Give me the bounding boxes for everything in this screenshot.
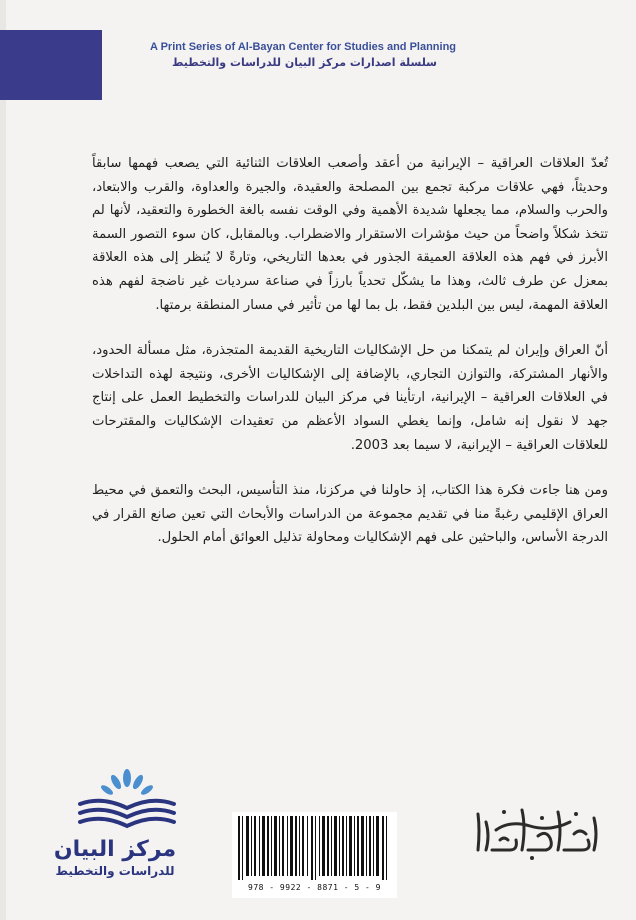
- barcode: [232, 812, 397, 898]
- center-subtitle: للدراسات والتخطيط: [55, 864, 175, 878]
- book-spine-edge: [0, 0, 6, 920]
- paragraph-2: أنّ العراق وإيران لم يتمكنا من حل الإشكاليات التاريخية القديمة المتجذرة، مثل مسألة الحدود، والأنهار المشتركة، والتوازن التجاري، بالإضافة إلى الإشكاليات الأخرى، ونتيجة لهذه التداخلات في العلاقات العراقية – الإيرانية، ارتأينا في مركز البيان للدراسات والتخطيط العمل على إنتاج جهد لا نقول إنه شامل، وإنما يغطي السواد الأعظم من تعقيدات الإشكاليات والمقترحات للعلاقات العراقية – الإيرانية، لا سيما بعد 2003.: [92, 343, 608, 453]
- header-color-band: [0, 30, 102, 100]
- paragraph-1: تُعدّ العلاقات العراقية – الإيرانية من أعقد وأصعب العلاقات الثنائية التي يصعب فهمها سابقاً وحديثاً، فهي علاقات مركبة تجمع بين المصلحة والعقيدة، والجيرة والعداوة، والقرب والابتعاد، والحرب والسلام، مما يجعلها شديدة الأهمية وفي الوقت نفسه بالغة الخطورة والتعقيد، لأنها لم تتخذ شكلاً واضحاً من حيث مؤشرات الاستقرار والاضطراب. وبالمقابل، كان سوء التصور السمة الأبرز في فهم هذه العلاقة العميقة الجذور في بعدها التاريخي، وتارةً لا يُنظر إلى هذه العلاقة بمعزل عن طرف ثالث، وهذا ما يشكّل تحدياً بارزاً في صناعة سرديات غير ناضجة لفهم هذه العلاقة المهمة، ليس بين البلدين فقط، بل بما لها من تأثير في مسار المنطقة برمتها.: [92, 156, 608, 313]
- series-title-arabic: سلسلة اصدارات مركز البيان للدراسات والتخطيط: [172, 56, 438, 69]
- publisher-logo: [470, 800, 610, 864]
- back-cover-text: [92, 152, 608, 572]
- barcode-bars: [232, 812, 397, 882]
- paragraph-3: ومن هنا جاءت فكرة هذا الكتاب، إذ حاولنا في مركزنا، منذ التأسيس، البحث والتعمق في محيط العراق الإقليمي رغبةً منا في تقديم مجموعة من الدراسات والأبحاث التي تعين صانع القرار في الدرجة الأساس، والباحثين على فهم الإشكاليات ومحاولة تذليل العوائق أمام الحلول.: [92, 483, 608, 546]
- center-name: مركز البيان: [53, 837, 177, 862]
- series-title-english: A Print Series of Al-Bayan Center for Studies and Planning: [150, 41, 457, 53]
- isbn-number: 978 - 9922 - 8871 - 5 - 9: [248, 883, 381, 892]
- center-logo-icon: [72, 768, 182, 830]
